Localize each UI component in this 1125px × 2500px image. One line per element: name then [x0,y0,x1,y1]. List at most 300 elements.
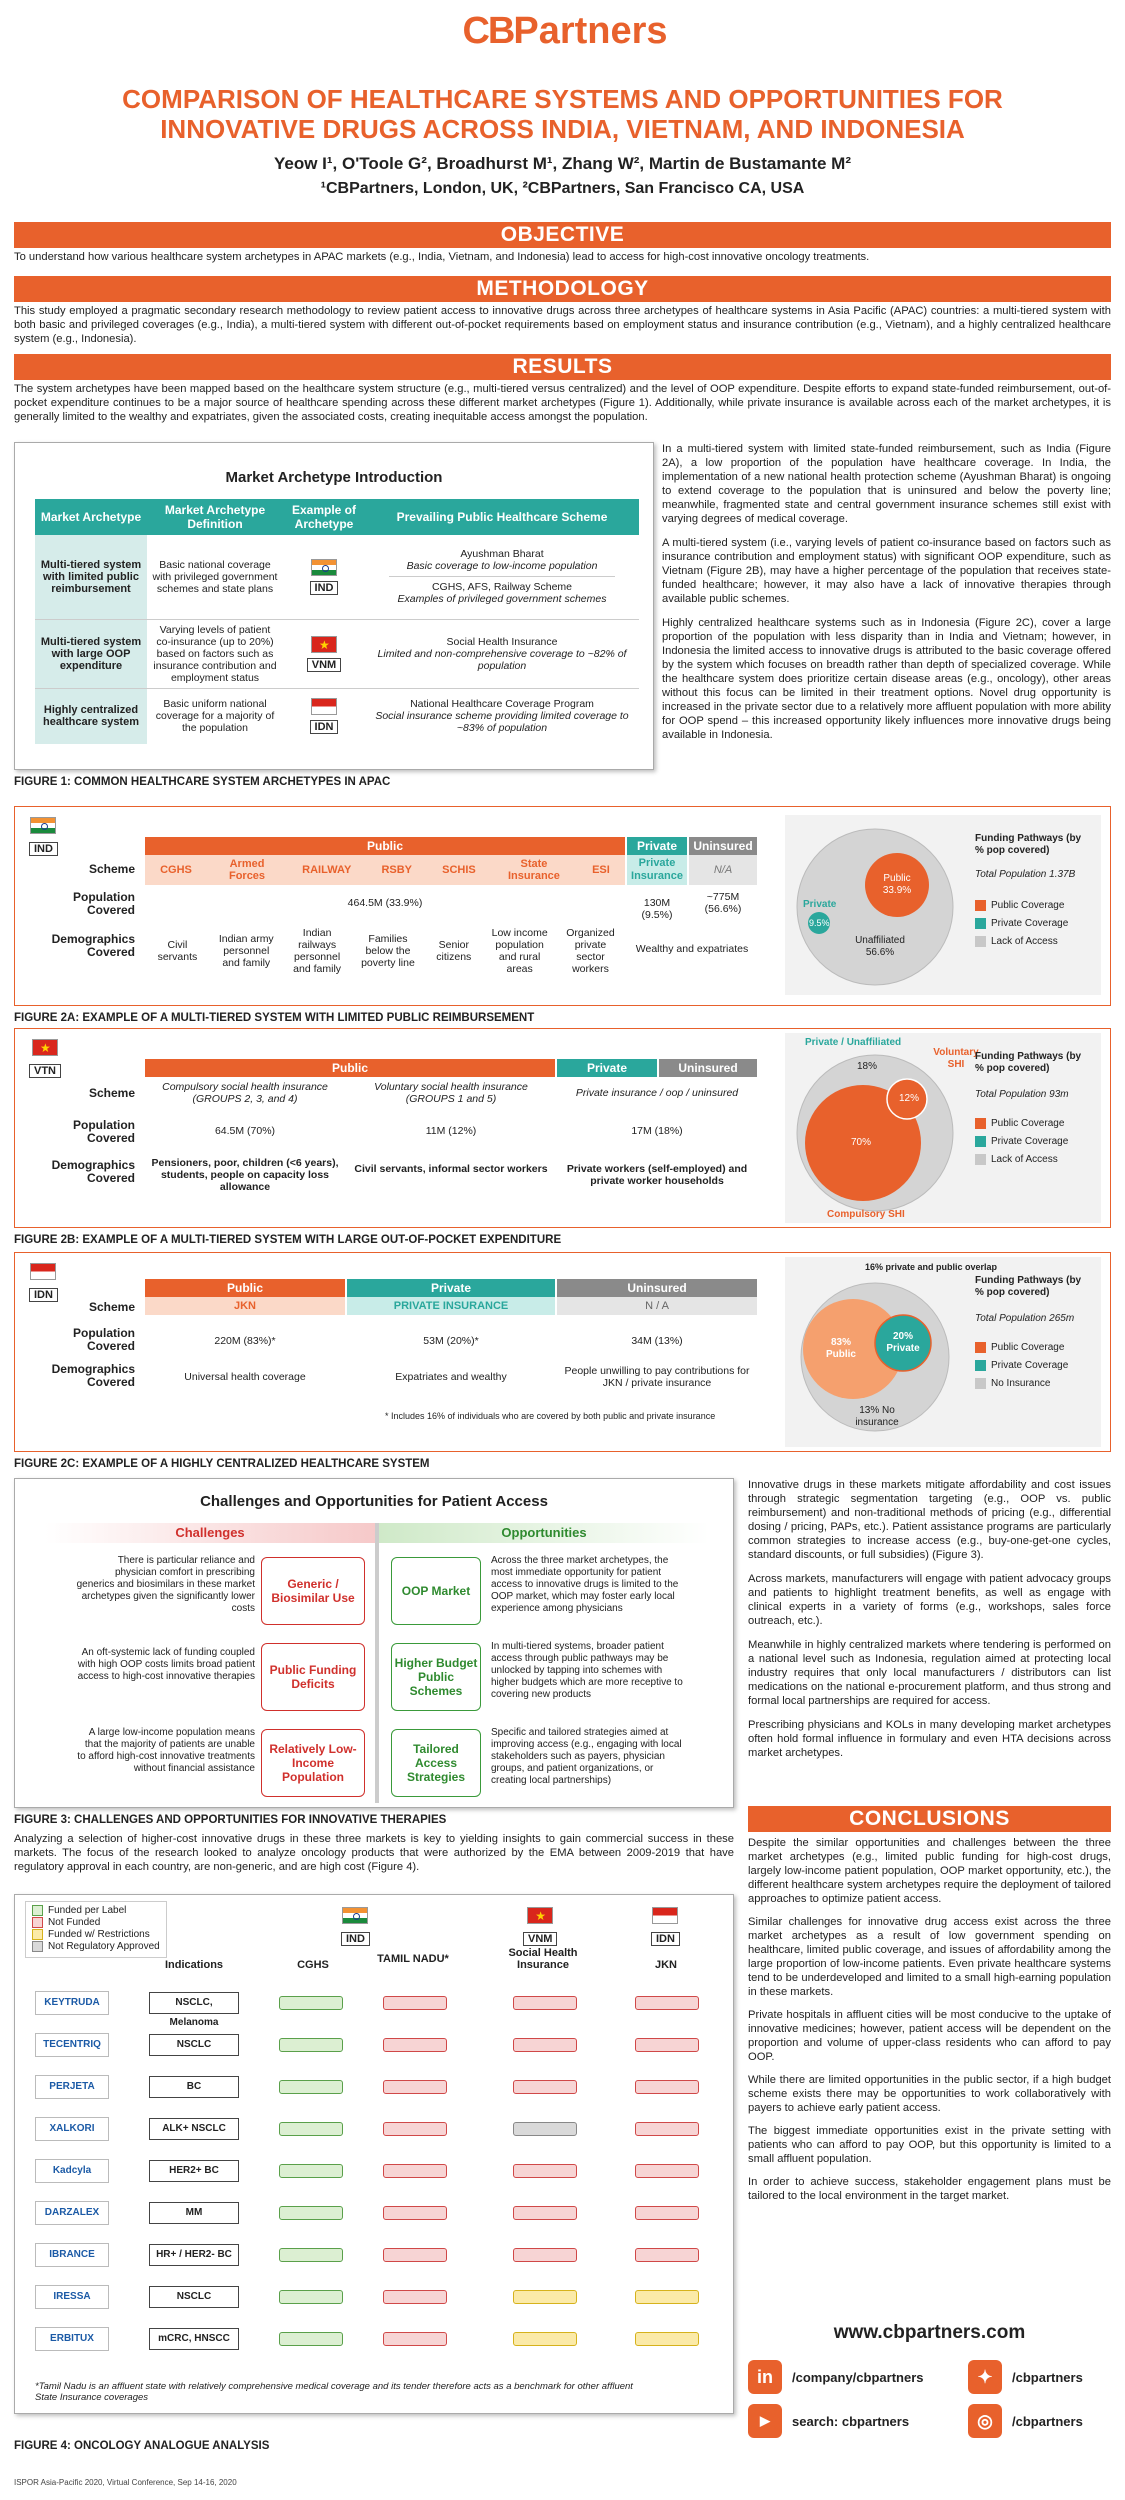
fig2a-demo-label: Demographics Covered [51,932,135,959]
fig1-col-definition: Market Archetype Definition [164,503,266,531]
challenges-banner [45,1523,375,1543]
fig1-col-example: Example of Archetype [291,503,357,531]
venn-private-label [881,1331,925,1355]
status-cell [513,2164,577,2178]
fig2c-scheme3: N / A [557,1297,757,1315]
objective-heading: OBJECTIVE [14,222,1111,248]
legend-label: Public Coverage [991,900,1065,911]
fig1-definition: Basic uniform national coverage for a majority of the population [155,698,275,735]
status-cell [635,2290,699,2304]
status-cell [513,1996,577,2010]
paragraph: While there are limited opportunities in the public sector, if a high budget scheme exists there may be opportunities to work collaboratively with payers to achieve early patient access. [748,2074,1111,2114]
methodology-heading: METHODOLOGY [14,276,1111,302]
venn-unaff-label [845,935,915,959]
legend-lack [975,1151,1068,1169]
status-cell [279,2080,343,2094]
status-cell [383,2206,447,2220]
legend-label: Funded w/ Restrictions [48,1929,150,1941]
label: Unaffiliated [855,935,905,946]
venn-noins-label: 13% No insurance [855,1405,899,1428]
venn-legend [975,1115,1068,1169]
fig2b-scheme-label: Scheme [88,1086,135,1100]
fig4-legend [25,1901,167,1958]
status-cell [635,1996,699,2010]
fig2a-pop-uninsured: ~775M (56.6%) [704,891,742,915]
drug-indication: NSCLC [149,2286,239,2308]
col-header-tamil: TAMIL NADU* [377,1953,449,1965]
country-code: IDN [651,1932,680,1946]
title-line1: COMPARISON OF HEALTHCARE SYSTEMS AND OPPORTUNITIES FOR [122,84,1003,114]
legend-label: Not Funded [48,1917,101,1929]
scheme-esi: ESI [592,864,610,876]
twitter-icon[interactable]: ✦ [968,2360,1002,2394]
venn-legend [975,897,1068,951]
fig2b-flag [29,1039,61,1079]
scheme-railway: RAILWAY [302,864,352,876]
country-code: VNM [307,658,341,672]
fig2c-pop3: 34M (13%) [631,1335,683,1347]
results-text: The system archetypes have been mapped based on the healthcare system structure (e.g., multi-tiered versus centralized) and the level of OOP expenditure. Despite efforts to expand state-funded reimbursement, out-of-pocket expenditure continues to be a major source of healthcare spending across these different market archetypes (Figure 1). Additionally, while private insurance is available across each of the market archetypes, it is generally limited to the wealthy and expatriates, given the associated costs, creating inequitable access amongst the population. [14,383,1111,423]
indonesia-flag-icon [652,1907,678,1924]
drug-indication: NSCLC, Melanoma [149,1992,239,2014]
paragraph: Innovative drugs in these markets mitigate affordability and cost issues through strategic segmentation targeting (e.g., OOP vs. public reimbursement) and non-traditional methods of pricing (e.g., differential dosing / pricing, PAPs, etc.). Patient assistance programs are particularly common strategies to increase access (e.g., buy-one-get-one cycles, standard discounts, or full subsidies) (Figure 3). [748,1479,1111,1561]
funding-title: Funding Pathways (by % pop covered) [975,1051,1082,1074]
fig2a-private-scheme: Private Insurance [627,855,687,885]
scheme-desc: Examples of privileged government schemes [397,593,607,606]
fig3-panel [14,1478,734,1808]
discussion-text [748,1478,1111,1760]
country-code: IND [29,842,58,856]
opportunities-label: Opportunities [501,1525,587,1540]
fig2b-venn-panel [785,1033,1101,1223]
demo-item: Organized private sector workers [566,927,615,975]
legend-label: Private Coverage [991,1360,1069,1371]
analysis-text: Analyzing a selection of higher-cost innovative drugs in these three markets is key to yielding insights to gain commercial success in these markets. The focus of the research looked to analyze oncology products that were authorized by the EMA between 2009-2019 that have regulatory approval in each country, are non-generic, and are high cost (Figure 4). [14,1833,734,1873]
country-code: IDN [310,720,339,734]
fig1-table [35,499,639,744]
fig2a-public-header: Public [145,837,625,855]
fig2c-flag [29,1263,58,1303]
paragraph: Across markets, manufacturers will engage with patient advocacy groups and patients to highlight treatment benefits, as well as engage with clinical experts in a variety of forms (e.g., workshops, sales force outreach, etc.). [748,1573,1111,1627]
legend-label: Lack of Access [991,1154,1058,1165]
challenges-label: Challenges [175,1525,245,1540]
fig2c-private-header: Private [347,1279,555,1297]
status-cell [513,2332,577,2346]
venn-top-label: Private / Unaffiliated [805,1037,902,1048]
label: Public [883,873,911,884]
fig1-archetype: Multi-tiered system with large OOP expenditure [35,619,147,688]
footer-note: ISPOR Asia-Pacific 2020, Virtual Conference, Sep 14-16, 2020 [14,2478,237,2487]
opportunity-text: In multi-tiered systems, broader patient access through public pathways may be unlocked by tapping into schemes with higher budgets which are more receptive to covering new products [491,1641,683,1700]
fig2b-caption: FIGURE 2B: EXAMPLE OF A MULTI-TIERED SYSTEM WITH LARGE OUT-OF-POCKET EXPENDITURE [14,1234,562,1246]
fig2c-venn-panel [785,1257,1101,1447]
challenge-text: An oft-systemic lack of funding coupled with high OOP costs limits broad patient access to high-cost innovative therapies [77,1647,255,1682]
status-cell [279,2290,343,2304]
drug-indication: ALK+ NSCLC [149,2118,239,2140]
india-flag-icon [342,1907,368,1924]
scheme-name: CGHS, AFS, Railway Scheme [431,581,573,594]
status-cell [635,2164,699,2178]
instagram-link[interactable]: /cbpartners [1012,2414,1083,2429]
logo-partners: Partners [513,10,668,52]
funding-title: Funding Pathways (by % pop covered) [975,833,1082,856]
demo-item: Low income population and rural areas [491,927,548,975]
scheme-armed-forces: Armed Forces [228,858,266,882]
status-cell [383,2080,447,2094]
indications-header: Indications [164,1959,224,1971]
fig2a-uninsured-scheme: N/A [689,855,757,885]
drug-indication: HR+ / HER2- BC [149,2244,239,2266]
legend-lack [975,933,1068,951]
challenge-box-income: Relatively Low-Income Population [261,1729,365,1797]
fig2c-demo2: Expatriates and wealthy [395,1371,507,1383]
fig2c-pop1: 220M (83%)* [214,1335,276,1347]
instagram-icon[interactable]: ◎ [968,2404,1002,2438]
legend-private [975,1357,1068,1375]
legend-not-funded [32,1917,160,1929]
fig2c-pop2: 53M (20%)* [423,1335,479,1347]
legend-not-approved [32,1941,160,1953]
funding-title: Funding Pathways (by % pop covered) [975,1275,1082,1298]
value: 20% [892,1331,913,1342]
value: 56.6% [865,947,895,958]
fig1-example [283,688,365,744]
fig2a-private-header: Private [627,837,687,855]
youtube-icon[interactable]: ▶ [748,2404,782,2438]
fig2b-scheme3: Private insurance / oop / uninsured [575,1087,739,1099]
col-header-shi: Social Health Insurance [508,1947,578,1971]
fig2b-pop2: 11M (12%) [425,1125,477,1137]
indonesia-flag-icon [311,698,337,715]
status-cell [383,2164,447,2178]
status-cell [279,2248,343,2262]
vietnam-flag-icon [311,636,337,653]
drug-indication: HER2+ BC [149,2160,239,2182]
authors: Yeow I¹, O'Toole G², Broadhurst M¹, Zhang W², Martin de Bustamante M² [273,154,851,173]
value: 33.9% [882,885,912,896]
fig2a-pop-label: Population Covered [73,890,135,917]
legend-label: Lack of Access [991,936,1058,947]
status-cell [383,1996,447,2010]
fig1-example [283,619,365,688]
status-cell [383,2122,447,2136]
fig3-caption: FIGURE 3: CHALLENGES AND OPPORTUNITIES FOR INNOVATIVE THERAPIES [14,1814,447,1826]
opportunities-banner [379,1523,709,1543]
paragraph: Prescribing physicians and KOLs in many developing market archetypes often hold formal influence in formulary and even HTA decisions across market archetypes. [748,1719,1111,1759]
fig4-caption: FIGURE 4: ONCOLOGY ANALOGUE ANALYSIS [14,2440,270,2452]
status-cell [279,2206,343,2220]
fig2a-scheme-row [145,855,625,885]
scheme-desc: Basic coverage to low-income population [406,560,598,573]
poster-title [0,84,1125,144]
vietnam-flag-icon [32,1039,58,1056]
fig1-definition: Varying levels of patient co-insurance (up to 20%) based on factors such as insurance contribution and employment status [153,623,277,684]
col-vnm-flag [523,1907,557,1947]
fig1-row-ind [35,535,639,619]
legend-restricted [32,1929,160,1941]
fig2b-demo3: Private workers (self-employed) and private worker households [566,1163,748,1187]
methodology-text: This study employed a pragmatic secondary research methodology to review patient access to innovative drugs across three archetypes of healthcare systems in Asia Pacific (APAC) countries: a multi-tiered system with both basic and privileged coverages (e.g., India), a multi-tiered system with different out-of-pocket requirements based on employment status and insurance contribution (e.g., Vietnam), and a highly centralized healthcare system (e.g., Indonesia). [14,305,1111,345]
status-cell [513,2038,577,2052]
fig1-row-vnm [35,619,639,688]
fig2a-demo-row [145,921,625,981]
fig2a-demo-private: Wealthy and expatriates [635,943,749,955]
fig2a-pop-private: 130M (9.5%) [641,897,673,921]
logo-cb: CB [462,10,514,52]
status-cell [635,2080,699,2094]
fig1-archetype: Multi-tiered system with limited public reimbursement [35,535,147,619]
paragraph: In order to achieve success, stakeholder engagement plans must be tailored to the local environment in the target market. [748,2176,1111,2202]
fig2c-public-header: Public [145,1279,345,1297]
drug-logo: IBRANCE [35,2243,109,2267]
country-code: VNM [523,1932,557,1946]
status-cell [279,2122,343,2136]
country-code: IDN [29,1288,58,1302]
demo-item: Families below the poverty line [361,933,415,969]
demo-item: Senior citizens [436,939,472,963]
fig2c-pop-label: Population Covered [73,1326,135,1353]
venn-top-value: 18% [857,1061,878,1072]
results-right-text [662,442,1111,742]
fig2c-demo3: People unwilling to pay contributions for JKN / private insurance [564,1365,750,1389]
center-divider [375,1523,379,1803]
status-cell [635,2206,699,2220]
drug-logo: DARZALEX [35,2201,109,2225]
drug-logo: ERBITUX [35,2327,109,2351]
col-header-jkn: JKN [654,1959,677,1971]
status-cell [635,2038,699,2052]
fig4-footnote: *Tamil Nadu is an affluent state with relatively comprehensive medical coverage and its tender therefore acts as a benchmark for other affluent State Insurance coverages [35,2381,633,2403]
fig2b-panel [14,1028,1111,1228]
linkedin-icon[interactable]: in [748,2360,782,2394]
paragraph: A multi-tiered system (i.e., varying levels of patient co-insurance based on factors such as insurance contribution and employment status) with significant OOP expenditure, such as Vietnam (Figure 2B), may have a higher percentage of the population that receives state-funded healthcare; however, it may also have a lack of innovative therapies through available public schemes. [662,537,1111,605]
fig1-archetype: Highly centralized healthcare system [35,688,147,744]
legend-noins [975,1375,1068,1393]
legend-label: Public Coverage [991,1342,1065,1353]
venn-private-value: 9.5% [809,918,830,928]
scheme-schis: SCHIS [442,864,476,876]
fig2b-uninsured-header: Uninsured [659,1059,757,1077]
scheme-name: National Healthcare Coverage Program [410,698,594,711]
fig2c-scheme-label: Scheme [88,1300,135,1314]
status-cell [279,2164,343,2178]
country-code: VTN [29,1064,61,1078]
status-cell [635,2332,699,2346]
legend-label: Private Coverage [991,1136,1069,1147]
country-code: IND [341,1932,370,1946]
fig1-row-idn [35,688,639,744]
drug-indication: BC [149,2076,239,2098]
drug-logo: PERJETA [35,2075,109,2099]
paragraph: The biggest immediate opportunities exist in the private setting with patients who can afford to pay OOP, but this opportunity is limited to a small affluent population. [748,2125,1111,2165]
demo-item: Indian army personnel and family [218,933,274,969]
scheme-name: Ayushman Bharat [460,548,544,561]
status-cell [635,2248,699,2262]
paragraph: Despite the similar opportunities and challenges between the three market archetypes (e.g., limited public funding for high-cost drugs, largely low-income patient population, OOP market opportunity, etc.), the different healthcare system archetypes require the deployment of tailored approaches to optimize patient access. [748,1837,1111,1905]
paragraph: Private hospitals in affluent cities will be most conducive to the uptake of innovative medicines; however, patient access will be dependent on the proportion and volume of upper-class residents who can afford to pay OOP. [748,2009,1111,2063]
venn-overlap-note: 16% private and public overlap [865,1262,998,1272]
fig2b-pop3: 17M (18%) [631,1125,683,1137]
fig1-col-scheme: Prevailing Public Healthcare Scheme [396,510,608,524]
legend-public [975,1115,1068,1133]
opportunity-text: Across the three market archetypes, the most immediate opportunity for patient access to innovative drugs is limited to the OOP market, which may foster early local experience among physicians [491,1555,679,1614]
linkedin-link[interactable]: /company/cbpartners [792,2370,924,2385]
fig2a-caption: FIGURE 2A: EXAMPLE OF A MULTI-TIERED SYSTEM WITH LIMITED PUBLIC REIMBURSEMENT [14,1012,535,1024]
demo-item: Indian railways personnel and family [293,927,342,975]
fig2c-panel [14,1252,1111,1452]
fig2b-pop-label: Population Covered [73,1118,135,1145]
fig2c-scheme2: PRIVATE INSURANCE [347,1297,555,1315]
fig2b-pop1: 64.5M (70%) [214,1125,276,1137]
scheme-rsby: RSBY [381,864,412,876]
col-idn-flag [651,1907,680,1947]
status-cell [635,2122,699,2136]
drug-logo: XALKORI [35,2117,109,2141]
youtube-link[interactable]: search: cbpartners [792,2414,910,2429]
venn-legend [975,1339,1068,1393]
drug-indication: NSCLC [149,2034,239,2056]
conclusions-heading: CONCLUSIONS [748,1806,1111,1832]
col-ind-flag [341,1907,370,1947]
drug-logo: Kadcyla [35,2159,109,2183]
legend-private [975,1133,1068,1151]
fig2a-panel [14,806,1111,1006]
legend-label: No Insurance [991,1378,1051,1389]
country-code: IND [310,581,339,595]
fig1-panel [14,442,654,770]
status-cell [279,1996,343,2010]
fig1-scheme [365,535,639,619]
scheme-state-insurance: State Insurance [507,858,560,882]
scheme-desc: Social insurance scheme providing limited coverage to ~83% of population [375,710,629,735]
status-cell [513,2122,577,2136]
status-cell [383,2248,447,2262]
fig4-panel [14,1894,734,2414]
fig2b-private-header: Private [557,1059,657,1077]
drug-logo: IRESSA [35,2285,109,2309]
total-population: Total Population 265m [975,1313,1075,1324]
fig1-definition: Basic national coverage with privileged government schemes and state plans [152,558,278,595]
india-flag-icon [30,817,56,834]
opportunity-box-oop: OOP Market [391,1557,481,1625]
india-flag-icon [311,559,337,576]
legend-public [975,897,1068,915]
legend-label: Not Regulatory Approved [48,1941,160,1953]
challenge-text: A large low-income population means that the majority of patients are unable to afford high-cost innovative treatments without financial assistance [77,1727,255,1774]
venn-private-label: Private [803,899,837,910]
twitter-link[interactable]: /cbpartners [1012,2370,1083,2385]
fig1-example [283,535,365,619]
demo-item: Civil servants [157,939,198,963]
challenge-text: There is particular reliance and physician comfort in prescribing generics and biosimilars in these market archetypes given the significantly lower costs [76,1555,255,1614]
fig1-scheme [365,619,639,688]
opportunity-text: Specific and tailored strategies aimed at improving access (e.g., engaging with local stakeholders such as payers, physician groups, and patient organizations, or creating local partnerships) [491,1727,682,1786]
fig2a-scheme-label: Scheme [88,862,135,876]
status-cell [383,2290,447,2304]
status-cell [279,2038,343,2052]
fig2c-footnote: * Includes 16% of individuals who are covered by both public and private insurance [385,1411,716,1421]
conclusions-text [748,1836,1111,2203]
paragraph: Highly centralized healthcare systems such as in Indonesia (Figure 2C), cover a large proportion of the population with less disparity than in India and Vietnam; however, in Indonesia the limited access to innovative drugs is attributed to the basic coverage offered by the system which focuses on breadth rather than depth of specialized coverage. While the healthcare system does prioritize certain disease areas (e.g., oncology), other areas without this focus can be limited in their treatment options. Novel drug opportunity is increased in the private sector due to a relatively more affluent population with more ability for OOP spend – this increased opportunity likely influences more innovative drugs being available in Indonesia. [662,617,1111,741]
scheme-name: Social Health Insurance [446,635,558,648]
fig2b-demo-label: Demographics Covered [51,1158,135,1185]
status-cell [383,2038,447,2052]
legend-label: Private Coverage [991,918,1069,929]
fig2b-demo1: Pensioners, poor, children (<6 years), students, people on capacity loss allowance [151,1157,339,1193]
legend-funded [32,1905,160,1917]
value: 83% [830,1337,851,1348]
fig2b-scheme1: Compulsory social health insurance (GROUPS 2, 3, and 4) [162,1081,328,1105]
venn-public-label [877,873,917,897]
website-link[interactable]: www.cbpartners.com [833,2322,1026,2343]
logo [435,8,695,54]
venn-vol-value: 12% [899,1093,920,1104]
legend-label: Funded per Label [48,1905,127,1917]
status-cell [513,2248,577,2262]
total-population: Total Population 1.37B [975,869,1076,880]
drug-indication: MM [149,2202,239,2224]
status-cell [383,2332,447,2346]
drug-logo: KEYTRUDA [35,1991,109,2015]
fig2c-scheme1: JKN [145,1297,345,1315]
indonesia-flag-icon [30,1263,56,1280]
fig1-caption: FIGURE 1: COMMON HEALTHCARE SYSTEM ARCHETYPES IN APAC [14,776,391,788]
challenge-box-funding: Public Funding Deficits [261,1643,365,1711]
vietnam-flag-icon [527,1907,553,1924]
status-cell [279,2332,343,2346]
status-cell [513,2206,577,2220]
fig2c-caption: FIGURE 2C: EXAMPLE OF A HIGHLY CENTRALIZED HEALTHCARE SYSTEM [14,1458,430,1470]
fig2a-uninsured-header: Uninsured [689,837,757,855]
fig2a-venn-panel [785,815,1101,995]
affiliations: ¹CBPartners, London, UK, ²CBPartners, San Francisco CA, USA [320,180,805,197]
drug-indication: mCRC, HNSCC [149,2328,239,2350]
label: Private [886,1343,920,1354]
fig2a-pop-public: 464.5M (33.9%) [347,897,423,909]
fig2c-uninsured-header: Uninsured [557,1279,757,1297]
venn-public-label [821,1337,861,1361]
scheme-desc: Limited and non-comprehensive coverage to ~82% of population [377,647,627,672]
venn-comp-value: 70% [851,1137,872,1148]
title-line2: INNOVATIVE DRUGS ACROSS INDIA, VIETNAM, AND INDONESIA [160,114,965,144]
fig2a-flag [29,817,58,857]
status-cell [513,2290,577,2304]
fig2c-demo1: Universal health coverage [184,1371,306,1383]
paragraph: In a multi-tiered system with limited state-funded reimbursement, such as India (Figure 2A), a low proportion of the population have healthcare coverage. In India, the implementation of a new national health protection scheme (Ayushman Bharat) is ongoing to extend coverage to the population that is uninsured and below the poverty line; meanwhile, fragmented state and central government insurance schemes still exist with varying degrees of medical coverage. [662,443,1111,525]
venn-vol-label: Voluntary SHI [933,1047,979,1070]
objective-text: To understand how various healthcare system archetypes in APAC markets (e.g., India, Vietnam, and Indonesia) lead to access for high-cost innovative oncology treatments. [14,251,870,263]
total-population: Total Population 93m [975,1089,1069,1100]
label: Public [825,1349,856,1360]
venn-comp-label: Compulsory SHI [827,1209,905,1220]
fig2b-public-header: Public [145,1059,555,1077]
fig1-col-archetype: Market Archetype [40,510,142,524]
opportunity-box-budget: Higher Budget Public Schemes [391,1643,481,1711]
col-header-cghs: CGHS [297,1959,329,1971]
fig2c-demo-label: Demographics Covered [51,1362,135,1389]
scheme-cghs: CGHS [160,864,192,876]
fig1-header-row [35,499,639,535]
paragraph: Meanwhile in highly centralized markets where tendering is performed on a national level such as Indonesia, regulation aimed at protecting local industry requires that only local manufacturers / distributors can list medications on the national e-procurement platform, and thus strong and formal local partnerships are required for access. [748,1639,1111,1707]
paragraph: Similar challenges for innovative drug access exist across the three market archetypes as a result of low government spending on healthcare, limited public coverage, and issues of affordability among the large proportion of low-income patients. Even private healthcare systems tend to be underdeveloped and limited to a small high-earning population in these markets. [748,1916,1111,1998]
fig2b-scheme2: Voluntary social health insurance (GROUPS 1 and 5) [374,1081,528,1105]
opportunity-box-tailored: Tailored Access Strategies [391,1729,481,1797]
fig2b-demo2: Civil servants, informal sector workers [354,1163,548,1175]
fig1-scheme [365,688,639,744]
drug-logo: TECENTRIQ [35,2033,109,2057]
challenge-box-generic: Generic / Biosimilar Use [261,1557,365,1625]
fig1-title: Market Archetype Introduction [225,469,443,486]
